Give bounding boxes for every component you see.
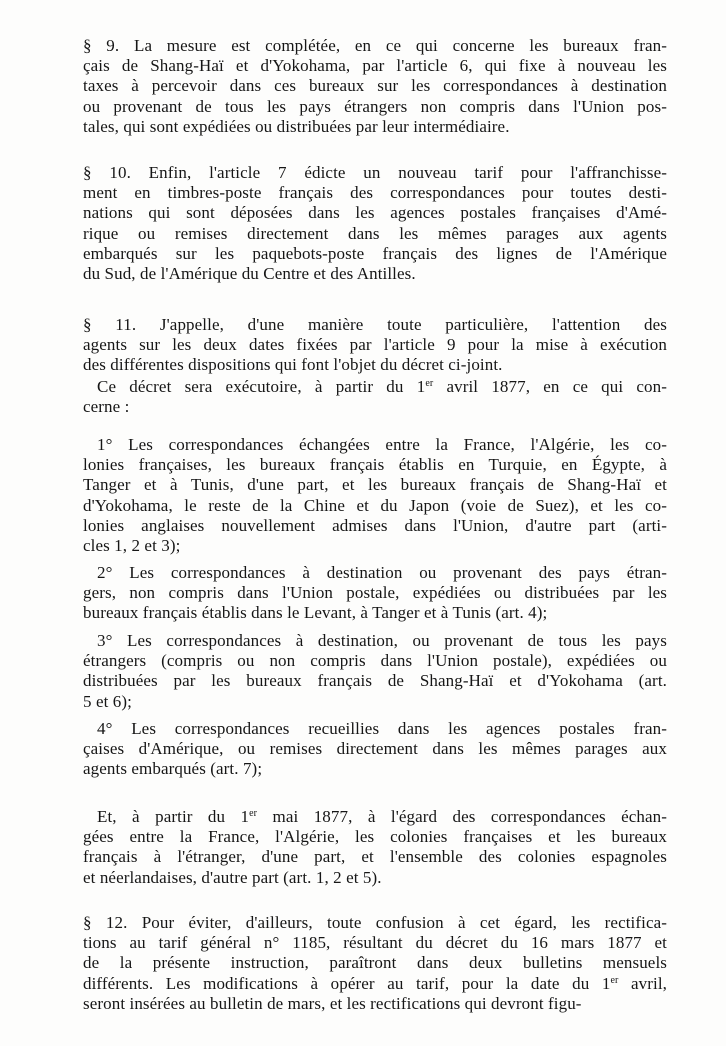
- text-line: lonies françaises, les bureaux français établis en Turquie, en Égypte, à: [83, 455, 667, 475]
- text-line: 5 et 6);: [83, 691, 132, 711]
- text-line: du Sud, de l'Amérique du Centre et des Antilles.: [83, 264, 416, 284]
- text-line: rique ou remises directement dans les mêmes parages aux agents: [83, 223, 667, 243]
- text-line: gées entre la France, l'Algérie, les colonies françaises et les bureaux: [83, 827, 667, 847]
- text-line: 2° Les correspondances à destination ou provenant des pays étran-: [97, 563, 667, 582]
- paragraph-s11: [83, 315, 667, 376]
- text-line: çaises d'Amérique, ou remises directement dans les mêmes parages aux: [83, 739, 667, 759]
- text-line: étrangers (compris ou non compris dans l'Union postale), expédiées ou: [83, 651, 667, 671]
- text-line: § 12. Pour éviter, d'ailleurs, toute confusion à cet égard, les rectifica-: [83, 913, 667, 932]
- text-line: lonies anglaises nouvellement admises dans l'Union, d'autre part (arti-: [83, 515, 667, 535]
- text-line: 4° Les correspondances recueillies dans les agences postales fran-: [97, 719, 667, 738]
- text-line: de la présente instruction, paraîtront dans deux bulletins mensuels: [83, 953, 667, 973]
- text-line: ou provenant de tous les pays étrangers non compris dans l'Union pos-: [83, 96, 667, 116]
- text-line: tions au tarif général n° 1185, résultant du décret du 16 mars 1877 et: [83, 933, 667, 953]
- text-line: nations qui sont déposées dans les agences postales françaises d'Amé-: [83, 203, 667, 223]
- text-line: 1° Les correspondances échangées entre la France, l'Algérie, les co-: [97, 435, 667, 454]
- text-line: embarqués sur les paquebots-poste français des lignes de l'Amérique: [83, 243, 667, 263]
- text-line: cerne :: [83, 397, 130, 417]
- text-line: Ce décret sera exécutoire, à partir du 1er avril 1877, en ce qui con-: [97, 377, 667, 396]
- paragraph-s12: [83, 913, 667, 1014]
- text-line: d'Yokohama, le reste de la Chine et du Japon (voie de Suez), et les co-: [83, 495, 667, 515]
- text-line: tales, qui sont expédiées ou distribuées par leur intermédiaire.: [83, 116, 510, 136]
- text-line: agents sur les deux dates fixées par l'article 9 pour la mise à exécution: [83, 335, 667, 355]
- text-line: gers, non compris dans l'Union postale, expédiées ou distribuées par les: [83, 583, 667, 603]
- list-item-4: [83, 719, 667, 780]
- text-line: différents. Les modifications à opérer au tarif, pour la date du 1er avril,: [83, 973, 668, 993]
- paragraph-s9: [83, 36, 667, 137]
- text-line: ment en timbres-poste français des correspondances pour toutes desti-: [83, 183, 667, 203]
- list-item-3: [83, 631, 667, 712]
- text-line: seront insérées au bulletin de mars, et les rectifications qui devront figu-: [83, 993, 582, 1013]
- text-line: et néerlandaises, d'autre part (art. 1, 2 et 5).: [83, 867, 382, 887]
- text-line: cles 1, 2 et 3);: [83, 536, 181, 556]
- paragraph-s11-decree: [83, 377, 667, 417]
- text-line: français à l'étranger, d'une part, et l'ensemble des colonies espagnoles: [83, 847, 667, 867]
- list-item-1: [83, 435, 667, 556]
- text-line: distribuées par les bureaux français de Shang-Haï et d'Yokohama (art.: [83, 671, 667, 691]
- text-line: taxes à percevoir dans ces bureaux sur les correspondances à destination: [83, 76, 667, 96]
- text-line: § 11. J'appelle, d'une manière toute particulière, l'attention des: [83, 315, 667, 334]
- text-line: § 9. La mesure est complétée, en ce qui concerne les bureaux fran-: [83, 36, 667, 55]
- text-line: bureaux français établis dans le Levant, à Tanger et à Tunis (art. 4);: [83, 603, 548, 623]
- text-line: Tanger et à Tunis, d'une part, et les bureaux français de Shang-Haï et: [83, 475, 667, 495]
- list-item-2: [83, 563, 667, 624]
- text-line: § 10. Enfin, l'article 7 édicte un nouveau tarif pour l'affranchisse-: [83, 163, 667, 182]
- text-line: agents embarqués (art. 7);: [83, 759, 263, 779]
- text-line: çais de Shang-Haï et d'Yokohama, par l'article 6, qui fixe à nouveau les: [83, 56, 667, 76]
- paragraph-may: [83, 807, 667, 888]
- text-line: des différentes dispositions qui font l'objet du décret ci-joint.: [83, 355, 503, 375]
- text-line: Et, à partir du 1er mai 1877, à l'égard des correspondances échan-: [97, 807, 667, 826]
- text-line: 3° Les correspondances à destination, ou provenant de tous les pays: [97, 631, 667, 650]
- paragraph-s10: [83, 163, 667, 284]
